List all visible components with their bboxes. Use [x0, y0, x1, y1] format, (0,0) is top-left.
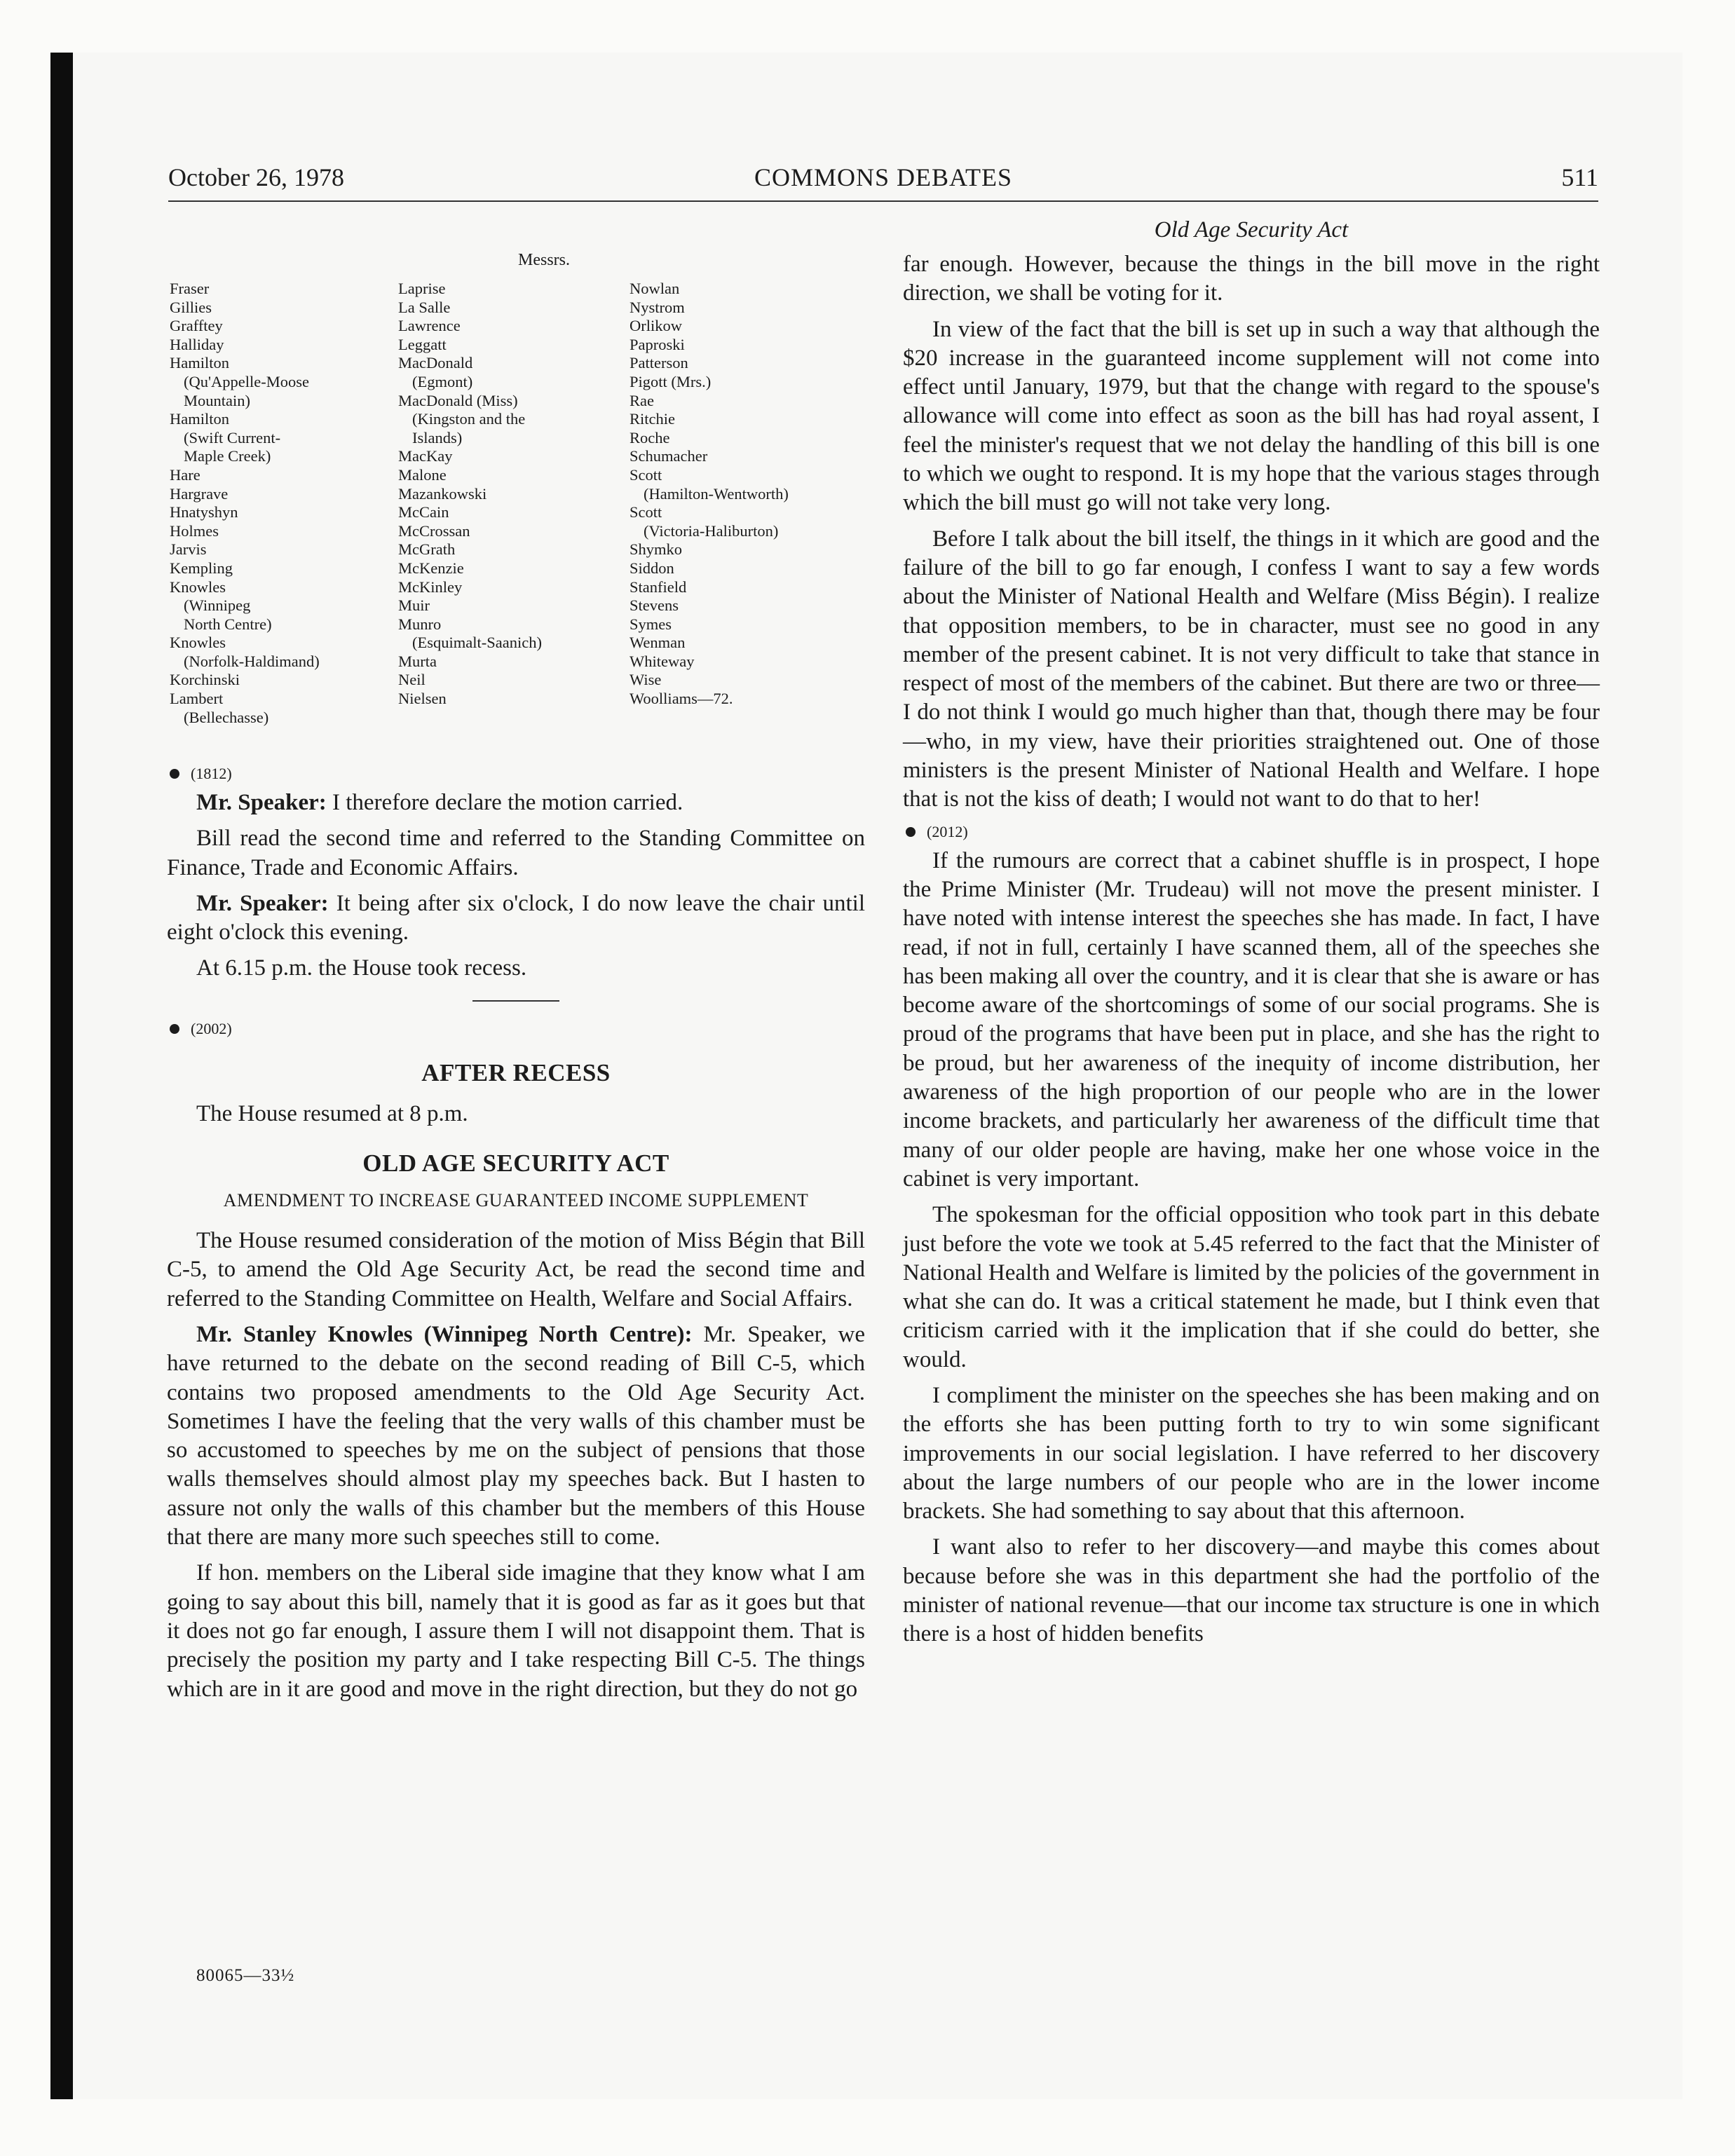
vote-name: Halliday	[170, 335, 224, 353]
vote-name: MacKay	[398, 447, 453, 465]
vote-name: Orlikow	[630, 317, 682, 335]
vote-name: Maple Creek)	[184, 447, 271, 465]
vote-name: McKenzie	[398, 559, 464, 577]
paragraph: I compliment the minister on the speeches she has been making and on the efforts she has been putting forth to try to win some significant improvements in our social legislation. I have referred to her discovery about the large numbers of our people who are in the lower income brackets. She had something to say about that this afternoon.	[903, 1382, 1600, 1524]
vote-name: McGrath	[398, 540, 456, 559]
vote-name: (Esquimalt-Saanich)	[412, 634, 542, 652]
vote-name: (Victoria-Haliburton)	[644, 521, 779, 540]
subheading: AMENDMENT TO INCREASE GUARANTEED INCOME SUPPLEMENT	[223, 1190, 809, 1211]
vote-column-2	[398, 280, 542, 709]
vote-name: Lawrence	[398, 317, 461, 335]
vote-name: La Salle	[398, 298, 451, 316]
vote-name: MacDonald	[398, 354, 473, 372]
section-divider	[472, 1000, 559, 1002]
vote-name: Mountain)	[184, 391, 250, 409]
bullet-dot-icon	[906, 827, 916, 837]
speaker-name: Mr. Speaker:	[196, 790, 327, 815]
paragraph: far enough. However, because the things in the bill move in the right direction, we shall be voting for it.	[903, 252, 1600, 306]
paragraph: If the rumours are correct that a cabinet shuffle is in prospect, I hope the Prime Minister (Mr. Trudeau) will not move the present minister. I have noted with intense interest the speeches she has made. In fact, I have read, if not in full, certainly I have scanned them, all of the speeches she has been making all over the country, and it is clear that she is aware or has become aware of the shortcomings of some of our social programs. She is proud of the programs that have been put in place, and she has the right to be proud, but her awareness of the inequity of income distribution, her awareness of the high proportion of our people who are in the lower income brackets, and particularly her awareness of the difficult time that many of our older people are having, make her one whose voice in the cabinet is very important.	[903, 847, 1600, 1192]
vote-name: Roche	[630, 428, 670, 446]
vote-name: Knowles	[170, 634, 226, 652]
paragraph: Bill read the second time and referred to the Standing Committee on Finance, Trade and Economic Affairs.	[167, 826, 865, 880]
vote-name: Grafftey	[170, 317, 223, 335]
vote-name: (Egmont)	[412, 372, 473, 390]
footer-code: 80065—33½	[196, 1966, 295, 1985]
vote-name: Hamilton	[170, 410, 229, 428]
paragraph: At 6.15 p.m. the House took recess.	[196, 955, 527, 981]
vote-name: Wise	[630, 671, 662, 689]
vote-name: Shymko	[630, 540, 683, 559]
vote-name: Wenman	[630, 634, 686, 652]
vote-name: Hamilton	[170, 354, 229, 372]
vote-name: Hargrave	[170, 484, 229, 503]
vote-name: (Bellechasse)	[184, 708, 269, 726]
vote-name: McKinley	[398, 578, 463, 596]
vote-name: Knowles	[170, 578, 226, 596]
vote-name: Leggatt	[398, 335, 447, 353]
page-header	[168, 163, 1598, 200]
vote-name: Scott	[630, 503, 662, 521]
vote-name: Hnatyshyn	[170, 503, 238, 521]
vote-name: Ritchie	[630, 410, 675, 428]
header-title: COMMONS DEBATES	[754, 163, 1013, 191]
vote-list-heading: Messrs.	[517, 251, 570, 269]
vote-name: Woolliams—72.	[630, 690, 733, 708]
vote-name: Symes	[630, 615, 672, 633]
vote-name: (Kingston and the	[412, 410, 526, 428]
time-marker: (1812)	[170, 765, 865, 783]
time-marker: (2012)	[906, 823, 1600, 841]
vote-name: Muir	[398, 596, 430, 615]
paragraph: If hon. members on the Liberal side imagine that they know what I am going to say about this bill, namely that it is good as far as it goes but that it does not go far enough, I assure them I will not disappoint them. That is precisely the position my party and I take respecting Bill C-5. The things which are in it are good and move in the right direction, but they do not go	[167, 1560, 865, 1702]
vote-name: McCain	[398, 503, 449, 521]
vote-name: Nielsen	[398, 690, 447, 708]
vote-name: Jarvis	[170, 540, 207, 559]
vote-name: MacDonald (Miss)	[398, 391, 518, 409]
vote-name: Laprise	[398, 280, 446, 297]
header-date: October 26, 1978	[168, 163, 344, 191]
vote-name: Siddon	[630, 559, 674, 577]
vote-name: (Norfolk-Haldimand)	[184, 652, 320, 670]
scan-edge	[50, 53, 73, 2099]
speaker-name: Mr. Speaker:	[196, 890, 329, 916]
vote-name: Korchinski	[170, 671, 240, 689]
page-number: 511	[1561, 163, 1598, 191]
vote-name: Patterson	[630, 354, 688, 372]
vote-name: Holmes	[170, 521, 219, 540]
vote-name: Gillies	[170, 298, 212, 316]
vote-name: (Hamilton-Wentworth)	[644, 484, 789, 503]
vote-column-1	[170, 280, 320, 727]
vote-column-3	[630, 280, 789, 709]
vote-name: Whiteway	[630, 652, 695, 670]
bullet-dot-icon	[170, 769, 179, 779]
vote-name: Nystrom	[630, 298, 685, 316]
vote-name: (Winnipeg	[184, 596, 251, 615]
vote-name: Schumacher	[630, 447, 708, 465]
right-column	[903, 217, 1600, 1656]
vote-name: North Centre)	[184, 615, 272, 633]
vote-name: Malone	[398, 465, 447, 484]
paragraph: In view of the fact that the bill is set up in such a way that although the $20 increase in the guaranteed income supplement will not come into effect until January, 1979, but that the change with regard to the spouse's allowance will come into effect as soon as the bill has had royal assent, I feel the minister's request that we not delay the handling of this bill is one to which we ought to respond. It is my hope that the various stages through which the bill must go will not take very long.	[903, 316, 1600, 516]
paragraph: The House resumed consideration of the motion of Miss Bégin that Bill C-5, to amend the Old Age Security Act, be read the second time and referred to the Standing Committee on Health, Welfare and Social Affairs.	[167, 1228, 865, 1311]
vote-name: Pigott (Mrs.)	[630, 372, 712, 390]
vote-name: Hare	[170, 465, 200, 484]
vote-name: Lambert	[170, 690, 224, 708]
vote-name: Stevens	[630, 596, 679, 615]
left-column	[167, 251, 865, 1711]
paragraph: Mr. Speaker: I therefore declare the motion carried.	[196, 790, 683, 815]
paragraph: I want also to refer to her discovery—and maybe this comes about because before she was in this department she had the portfolio of the minister of national revenue—that our income tax structure is one in which there is a host of hidden benefits	[903, 1534, 1600, 1647]
vote-list	[167, 280, 865, 756]
paragraph: The spokesman for the official opposition who took part in this debate just before the vote we took at 5.45 referred to the fact that the Minister of National Health and Welfare is limited by the policies of the government in what she can do. It was a critical statement he made, but I think even that criticism carried with it the implication that if she could do better, she would.	[903, 1202, 1600, 1372]
paragraph: Mr. Speaker: It being after six o'clock, I do now leave the chair until eight o'clock this evening.	[167, 890, 865, 946]
vote-name: Nowlan	[630, 280, 680, 297]
running-head: Old Age Security Act	[1154, 217, 1349, 243]
vote-name: Rae	[630, 391, 654, 409]
section-heading: OLD AGE SECURITY ACT	[362, 1149, 669, 1178]
vote-name: Islands)	[412, 428, 463, 446]
speaker-name: Mr. Stanley Knowles (Winnipeg North Centre):	[196, 1321, 693, 1347]
vote-name: (Swift Current-	[184, 428, 281, 446]
vote-name: Mazankowski	[398, 484, 487, 503]
header-rule	[168, 200, 1598, 202]
vote-name: Stanfield	[630, 578, 687, 596]
vote-name: Kempling	[170, 559, 233, 577]
bullet-dot-icon	[170, 1024, 179, 1034]
section-heading: AFTER RECESS	[421, 1058, 611, 1086]
paragraph: Mr. Stanley Knowles (Winnipeg North Centre): Mr. Speaker, we have returned to the debate on the second reading of Bill C-5, which contains two proposed amendments to the Old Age Security Act. Sometimes I have the feeling that the very walls of this chamber must be so accustomed to speeches by me on the subject of pensions that those walls themselves should almost play my speeches back. But I hasten to assure not only the walls of this chamber but the members of this House that there are many more such speeches still to come.	[167, 1321, 865, 1550]
vote-name: McCrossan	[398, 521, 470, 540]
vote-name: Paproski	[630, 335, 685, 353]
vote-name: Fraser	[170, 280, 210, 297]
vote-name: Munro	[398, 615, 442, 633]
vote-name: (Qu'Appelle-Moose	[184, 372, 310, 390]
vote-name: Scott	[630, 465, 662, 484]
paragraph: The House resumed at 8 p.m.	[196, 1100, 468, 1126]
vote-name: Neil	[398, 671, 426, 689]
paragraph: Before I talk about the bill itself, the things in it which are good and the failure of the bill to go far enough, I confess I want to say a few words about the Minister of National Health and Welfare (Miss Bégin). I realize that opposition members, to be in character, must see no good in any member of the present cabinet. It is not very difficult to take that stance in respect of most of the members of the cabinet. But there are two or three—I do not think I would go much higher than that, though there may be four—who, in my view, have their priorities straightened out. One of those ministers is the present Minister of National Health and Welfare. I hope that is not the kiss of death; I would not want to do that to her!	[903, 526, 1600, 812]
time-marker: (2002)	[170, 1020, 865, 1038]
vote-name: Murta	[398, 652, 437, 670]
